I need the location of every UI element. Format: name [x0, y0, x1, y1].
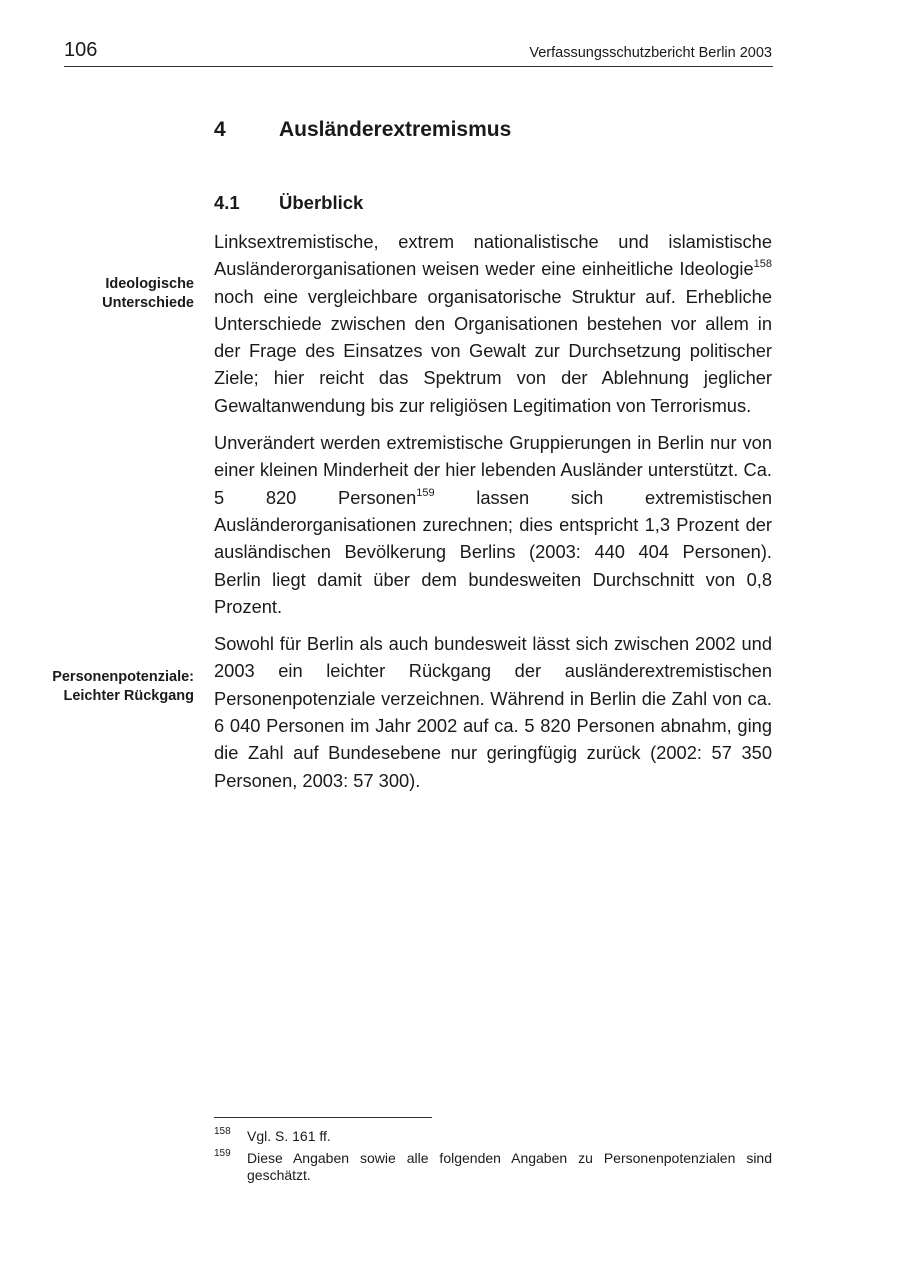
- paragraph-2-text-a: Unverändert werden extremistische Gruppierungen in Berlin nur von einer kleinen Minderheit der hier lebenden Ausländer unterstützt. Ca. 5 820 Personen: [214, 432, 772, 508]
- footnote-ref-158[interactable]: 158: [753, 258, 772, 271]
- paragraph-2: [214, 429, 772, 620]
- page-number: 106: [64, 39, 98, 61]
- body-text: [214, 228, 772, 804]
- footnote-158: [214, 1128, 772, 1146]
- footnote-text: Diese Angaben sowie alle folgenden Angaben zu Personenpotenzialen sind geschätzt.: [247, 1149, 772, 1183]
- footnote-text: Vgl. S. 161 ff.: [247, 1128, 331, 1144]
- paragraph-3: Sowohl für Berlin als auch bundesweit lässt sich zwischen 2002 und 2003 ein leichter Rückgang der ausländerextremistischen Personenpotenziale verzeichnen. Während in Berlin die Zahl von ca. 6 040 Personen im Jahr 2002 auf ca. 5 820 Personen abnahm, ging die Zahl auf Bundesebene nur geringfügig zurück (2002: 57 350 Personen, 2003: 57 300).: [214, 633, 772, 791]
- margin-note-line: Unterschiede: [102, 294, 194, 311]
- footnote-ref-159[interactable]: 159: [416, 486, 435, 499]
- margin-note-ideologische-unterschiede: [14, 275, 194, 312]
- paragraph-1: [214, 228, 772, 419]
- footnote-mark: 159: [214, 1147, 231, 1159]
- chapter-number: 4: [214, 118, 226, 141]
- footnote-mark: 158: [214, 1126, 231, 1137]
- footnote-rule: [214, 1117, 432, 1118]
- section-title: Überblick: [279, 192, 364, 213]
- margin-note-line: Ideologische: [105, 276, 194, 292]
- paragraph-1-text-b: noch eine vergleichbare organisatorische Struktur auf. Erhebliche Unterschiede zwischen den Organisationen bestehen vor allem in der Frage des Einsatzes von Gewalt zur Durchsetzung politischer Ziele; hier reicht das Spektrum von der Ablehnung jeglicher Gewaltanwendung bis zur religiösen Legitimation von Terrorismus.: [214, 285, 772, 416]
- margin-note-line: Leichter Rückgang: [63, 687, 194, 704]
- margin-note-personenpotenziale: [14, 668, 194, 705]
- chapter-title: Ausländerextremismus: [279, 118, 512, 141]
- paragraph-2-text-b: lassen sich extremistischen Ausländerorganisationen zurechnen; dies entspricht 1,3 Prozent der ausländischen Bevölkerung Berlins (2003: 440 404 Personen). Berlin liegt damit über dem bundesweiten Durchschnitt von 0,8 Prozent.: [214, 486, 772, 617]
- running-header: Verfassungsschutzbericht Berlin 2003: [529, 45, 772, 61]
- margin-note-line: Personenpotenziale:: [52, 669, 194, 685]
- section-heading: [214, 191, 363, 215]
- header-rule: [64, 66, 773, 67]
- paragraph-1-text-a: Linksextremistische, extrem nationalistische und islamistische Ausländerorganisationen weisen weder eine einheitliche Ideologie: [214, 231, 772, 280]
- footnotes: [214, 1128, 772, 1189]
- footnote-159: [214, 1147, 772, 1185]
- section-number: 4.1: [214, 192, 240, 213]
- chapter-heading: [214, 116, 511, 144]
